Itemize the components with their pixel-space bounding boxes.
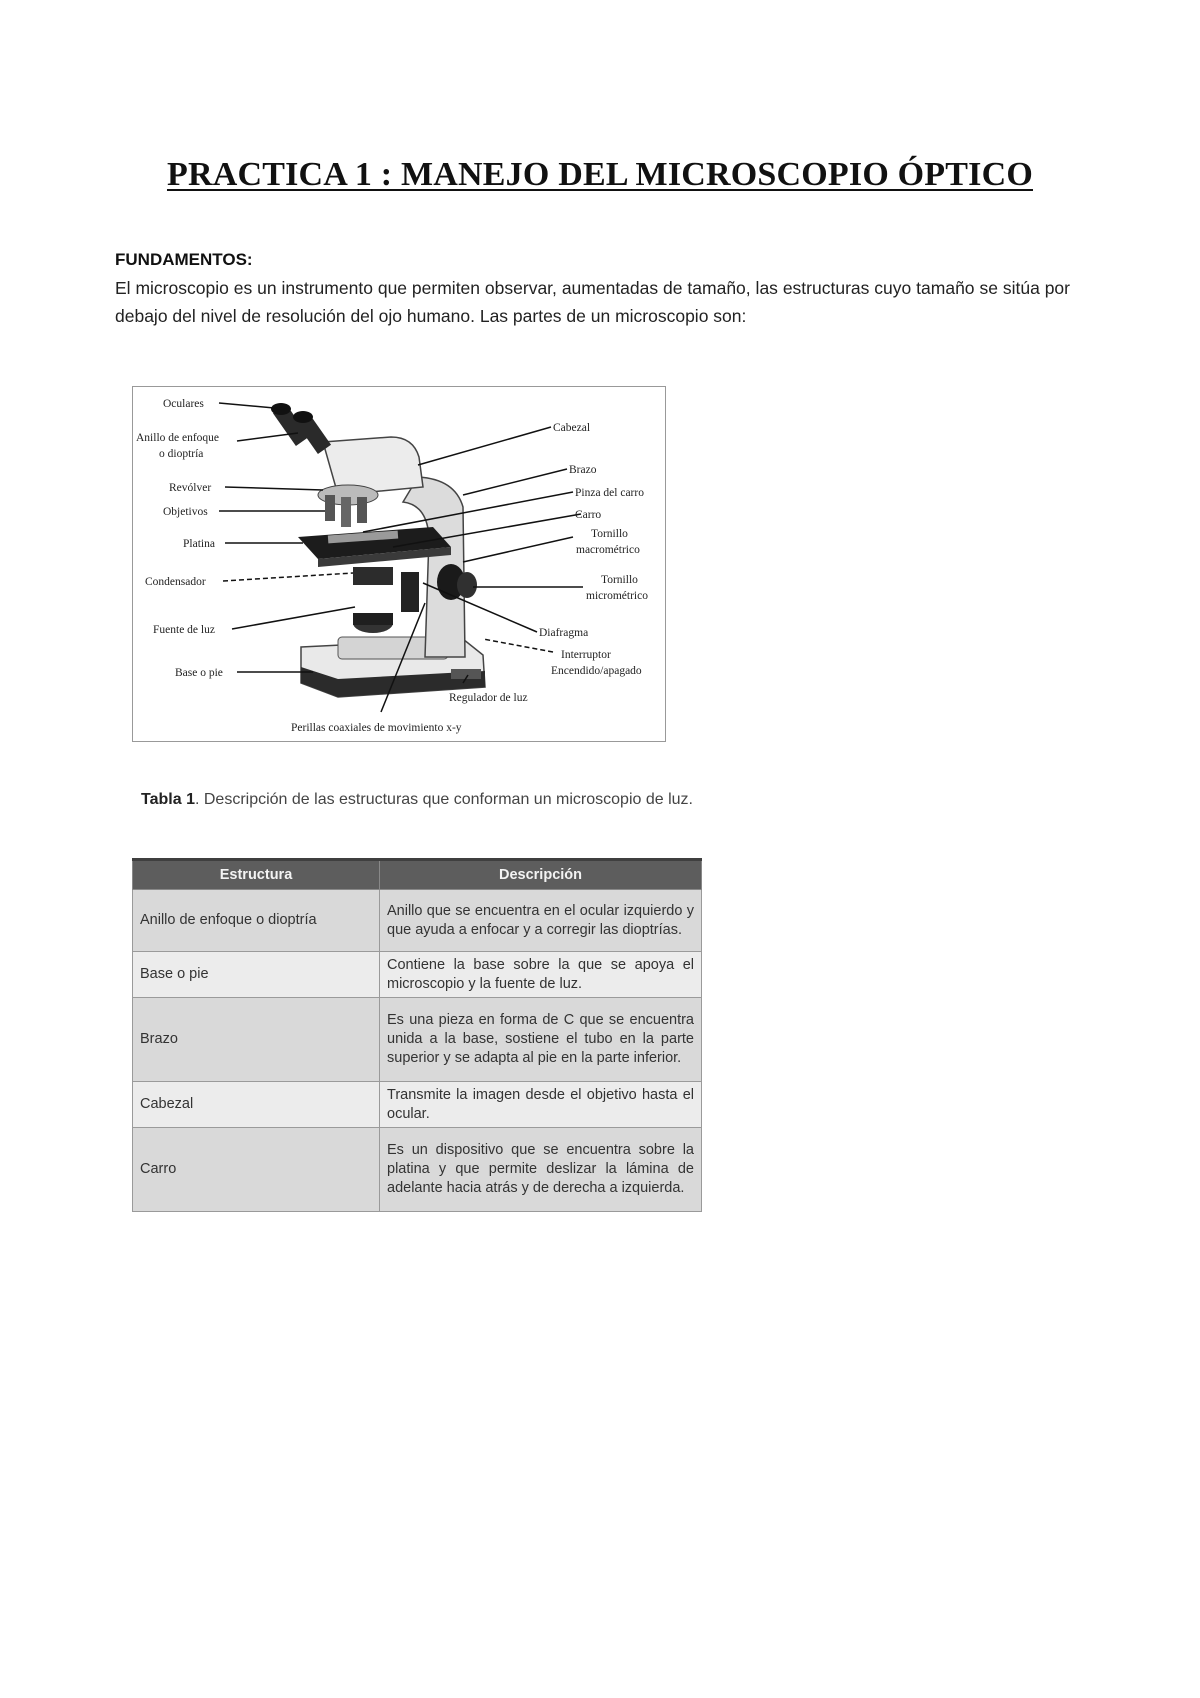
microscope-illustration [271,403,485,697]
label-objetivos: Objetivos [163,506,208,518]
cell-estructura: Brazo [133,998,380,1082]
label-regulador: Regulador de luz [449,692,528,704]
label-brazo: Brazo [569,464,597,476]
label-pinza: Pinza del carro [575,487,644,499]
table-row [133,952,702,998]
cell-estructura: Cabezal [133,1082,380,1128]
label-base: Base o pie [175,667,223,679]
label-carro: Carro [575,509,602,521]
label-macro-1: Tornillo [591,528,628,540]
label-micro-2: micrométrico [586,590,648,602]
label-fuente: Fuente de luz [153,624,215,636]
cell-descripcion: Transmite la imagen desde el objetivo hasta el ocular. [380,1082,702,1128]
microscope-diagram [133,387,665,741]
cell-estructura: Base o pie [133,952,380,998]
structures-table [132,858,702,1212]
intro-paragraph: El microscopio es un instrumento que permiten observar, aumentadas de tamaño, las estructuras cuyo tamaño se sitúa por debajo del nivel de resolución del ojo humano. Las partes de un microscopio son: [115,278,1070,326]
table-row [133,1082,702,1128]
label-anillo-2: o dioptría [159,448,204,460]
microscope-figure [132,386,666,742]
caption-label: Tabla 1 [141,791,195,808]
label-cabezal: Cabezal [553,422,591,434]
label-oculares: Oculares [163,398,204,410]
section-heading-fundamentos: FUNDAMENTOS: [115,250,253,269]
label-perillas: Perillas coaxiales de movimiento x-y [291,722,462,734]
label-interruptor-2: Encendido/apagado [551,665,642,677]
caption-text: . Descripción de las estructuras que conforman un microscopio de luz. [194,791,693,808]
label-condensador: Condensador [145,576,206,588]
cell-descripcion: Es un dispositivo que se encuentra sobre la platina y que permite deslizar la lámina de adelante hacia atrás y de derecha a izquierda. [380,1128,702,1212]
table-row [133,998,702,1082]
cell-estructura: Anillo de enfoque o dioptría [133,890,380,952]
table-caption [132,788,702,812]
label-anillo-1: Anillo de enfoque [136,432,220,444]
table-header-row [133,860,702,890]
label-interruptor-1: Interruptor [561,649,611,661]
label-micro-1: Tornillo [601,574,638,586]
table-row [133,890,702,952]
table-row [133,1128,702,1212]
cell-descripcion: Contiene la base sobre la que se apoya el microscopio y la fuente de luz. [380,952,702,998]
label-diafragma: Diafragma [539,627,589,639]
cell-descripcion: Anillo que se encuentra en el ocular izquierdo y que ayuda a enfocar y a corregir las dioptrías. [380,890,702,952]
cell-estructura: Carro [133,1128,380,1212]
cell-descripcion: Es una pieza en forma de C que se encuentra unida a la base, sostiene el tubo en la parte superior y se adapta al pie en la parte inferior. [380,998,702,1082]
label-platina: Platina [183,538,215,550]
header-descripcion: Descripción [380,860,702,890]
header-estructura: Estructura [133,860,380,890]
label-revolver: Revólver [169,482,212,494]
page-title: PRACTICA 1 : MANEJO DEL MICROSCOPIO ÓPTICO [166,156,1033,193]
label-macro-2: macrométrico [576,544,640,556]
